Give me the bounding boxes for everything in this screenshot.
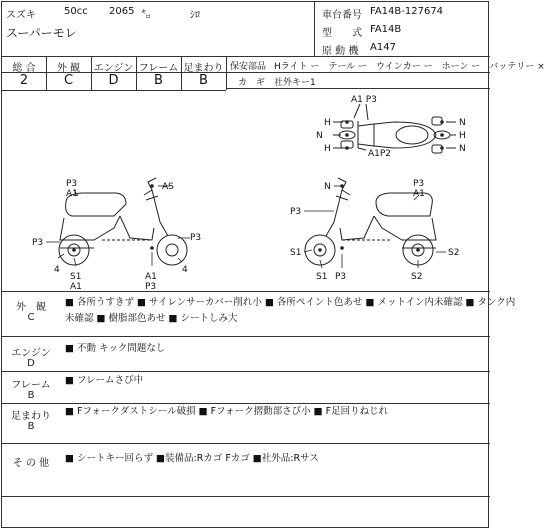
engine-model-label: 原 動 機 [322, 46, 359, 57]
top-right-n2: N [459, 144, 466, 154]
suspension-note-line1: ■ Fフォークダストシール破損 ■ Fフォーク摺動部さび小 ■ F足回りねじれ [65, 406, 389, 417]
right-label-p3a: P3 [413, 179, 425, 189]
grade-value-frame: B [154, 73, 163, 88]
grade-value-overall: 2 [19, 73, 29, 88]
left-label-4-front: 4 [182, 265, 188, 275]
top-left-n: N [316, 131, 323, 141]
right-label-p3-mid: P3 [290, 207, 302, 217]
left-label-a1c: A1 [145, 272, 157, 282]
suspension-label: 足まわり [11, 411, 51, 422]
left-label-4-rear: 4 [54, 265, 60, 275]
left-label-a1a: A1 [66, 189, 78, 199]
left-view-marks [72, 184, 154, 252]
engine-grade: D [27, 358, 35, 369]
equipment-items: Hライト ー テール ー ウインカー ー ホーン ー バッテリー × [274, 62, 545, 72]
mileage: 2065 [109, 6, 135, 17]
top-view-marks [345, 120, 444, 150]
right-view-marks [318, 184, 420, 252]
left-label-a1b: A1 [70, 282, 82, 292]
engine-note-line1: ■ 不動 キック問題なし [65, 343, 166, 354]
grade-value-engine: D [108, 73, 119, 88]
other-label: そ の 他 [12, 458, 50, 469]
frame-no-label: 車台番号 [322, 10, 362, 21]
type-label: 型 式 [322, 28, 362, 39]
exterior-grade: C [27, 312, 35, 323]
inspection-sheet [1, 1, 545, 528]
top-right-n1: N [459, 118, 466, 128]
left-label-p3b: P3 [145, 282, 157, 292]
left-label-s1: S1 [70, 272, 82, 282]
right-label-s1a: S1 [290, 248, 302, 258]
grade-header-suspension: 足まわり [183, 63, 224, 74]
left-label-p3-rear: P3 [32, 238, 44, 248]
grade-header-engine: エンジン [93, 63, 134, 74]
equipment-label: 保安部品 [230, 62, 267, 72]
type-value: FA14B [370, 24, 402, 35]
right-label-s2b: S2 [411, 272, 423, 282]
right-label-s1b: S1 [316, 272, 328, 282]
top-label-a1p2: A1P2 [368, 149, 392, 159]
right-label-n: N [324, 182, 331, 192]
mileage-unit: ㌔ [141, 10, 151, 21]
right-label-s2a: S2 [448, 248, 460, 258]
color: ｼﾛ [190, 10, 200, 21]
top-label-a1p3: A1 P3 [351, 95, 377, 105]
engine-model-value: A147 [370, 42, 396, 53]
top-right-h: H [459, 131, 466, 141]
frame-label: フレーム [11, 380, 51, 391]
scooter-top-view [333, 104, 456, 153]
other-note-line1: ■ シートキー回らず ■装備品:Rカゴ Fカゴ ■社外品:Rサス [65, 453, 319, 464]
grade-header-exterior: 外 観 [56, 63, 81, 74]
displacement: 50cc [64, 6, 88, 17]
suspension-grade: B [27, 421, 35, 432]
frame-no: FA14B-127674 [370, 6, 444, 17]
top-left-h1: H [324, 118, 331, 128]
grade-header-frame: フレーム [138, 63, 179, 74]
frame-note-line1: ■ フレームさび中 [65, 375, 144, 386]
right-label-p3b: P3 [335, 272, 347, 282]
damage-diagram [2, 90, 490, 290]
model-name: スーパーモレ [6, 26, 77, 40]
right-label-a1a: A1 [413, 189, 425, 199]
engine-label: エンジン [11, 348, 51, 359]
left-label-as: AS [162, 182, 174, 192]
top-left-h2: H [324, 144, 331, 154]
grade-header-overall: 総 合 [12, 63, 36, 74]
exterior-label: 外 観 [16, 302, 46, 313]
frame-grade: B [27, 390, 35, 401]
grade-value-suspension: B [199, 73, 208, 88]
left-label-p3-front: P3 [190, 233, 202, 243]
exterior-note-line1: ■ 各所うすきず ■ サイレンサーカバー削れ小 ■ 各所ペイント色あせ ■ メットイン内未確認 ■ タンク内 [65, 297, 516, 308]
left-label-p3a: P3 [66, 179, 78, 189]
maker: スズキ [6, 10, 36, 21]
grade-value-exterior: C [63, 73, 74, 88]
exterior-note-line2: 未確認 ■ 樹脂部色あせ ■ シートしみ大 [65, 313, 238, 324]
key-info: カ ギ 社外キー1 [238, 78, 316, 88]
